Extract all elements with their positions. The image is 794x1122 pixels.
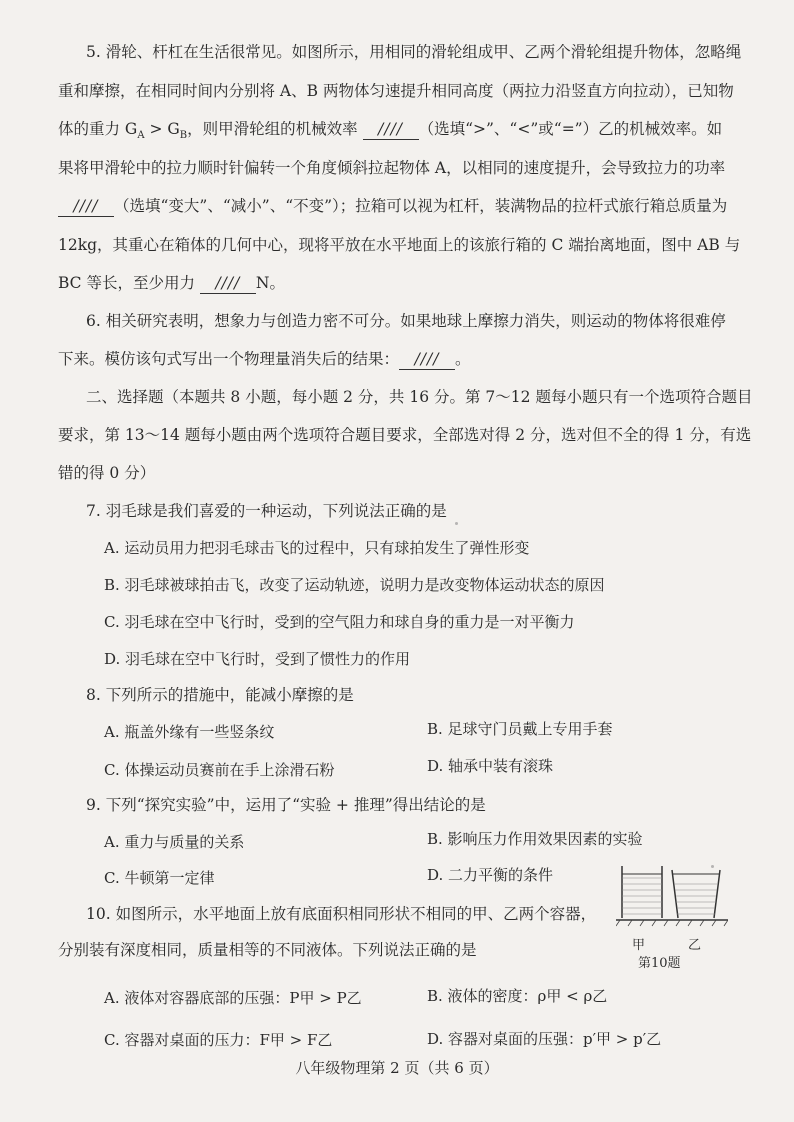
q6-answer-blank[interactable]: //// [399,349,455,370]
page-footer: 八年级物理第 2 页（共 6 页） [295,1059,499,1077]
figure-label-jia: 甲 [632,938,646,953]
q5-subscript-b: B [179,130,188,142]
q8-option-c[interactable]: C. 体操运动员赛前在手上涂滑石粉 [104,761,335,779]
q10-container-figure [616,860,728,970]
q10-line-1: 10. 如图所示，水平地面上放有底面积相同形状不相同的甲、乙两个容器， [86,905,597,923]
q8-option-b[interactable]: B. 足球守门员戴上专用手套 [427,720,613,738]
q9-stem: 9. 下列“探究实验”中，运用了“实验 + 推理”得出结论的是 [86,796,486,814]
q5-answer-blank-1[interactable]: //// [363,119,419,140]
q5-text: （选填“变大”、“减小”、“不变”）；拉箱可以视为杠杆，装满物品的拉杆式旅行箱总质量为 [114,197,728,215]
q10-option-c[interactable]: C. 容器对桌面的压力：F甲 > F乙 [104,1031,333,1049]
scan-speck [711,865,714,868]
q6-line-1: 6. 相关研究表明，想象力与创造力密不可分。如果地球上摩擦力消失，则运动的物体将很难停 [86,312,726,330]
q5-text: （选填“>”、“<”或“=”）乙的机械效率。如 [418,120,723,138]
section2-line-2: 要求，第 13～14 题每小题由两个选项符合题目要求，全部选对得 2 分，选对但不全的得 1 分，有选 [58,426,752,444]
figure-label-yi: 乙 [688,938,702,953]
section2-line-1: 二、选择题（本题共 8 小题，每小题 2 分，共 16 分。第 7～12 题每小题只有一个选项符合题目 [86,388,753,406]
q5-line-4: 果将甲滑轮中的拉力顺时针偏转一个角度倾斜拉起物体 A，以相同的速度提升，会导致拉力的功率 [58,159,726,177]
q7-option-b[interactable]: B. 羽毛球被球拍击飞，改变了运动轨迹，说明力是改变物体运动状态的原因 [104,576,605,594]
q9-option-a[interactable]: A. 重力与质量的关系 [104,833,245,851]
q5-text: N。 [255,274,285,292]
scan-speck [455,522,458,525]
q9-option-c[interactable]: C. 牛顿第一定律 [104,869,215,887]
q7-option-a[interactable]: A. 运动员用力把羽毛球击飞的过程中，只有球拍发生了弹性形变 [104,539,530,557]
q7-option-c[interactable]: C. 羽毛球在空中飞行时，受到的空气阻力和球自身的重力是一对平衡力 [104,613,575,631]
q5-text: 体的重力 G [58,120,138,138]
q5-text: > G [144,120,180,138]
q10-option-a[interactable]: A. 液体对容器底部的压强：P甲 > P乙 [104,989,362,1007]
q10-option-d[interactable]: D. 容器对桌面的压强：p′甲 > p′乙 [427,1030,662,1048]
q5-line-5 [58,196,748,217]
q5-line-2: 重和摩擦，在相同时间内分别将 A、B 两物体匀速提升相同高度（两拉力沿竖直方向拉动），已知物 [58,82,734,100]
two-containers-diagram [616,860,728,932]
section2-line-3: 错的得 0 分） [58,464,156,482]
q6-text: 下来。模仿该句式写出一个物理量消失后的结果： [58,350,400,368]
q5-line-1: 5. 滑轮、杆杠在生活很常见。如图所示，用相同的滑轮组成甲、乙两个滑轮组提升物体，忽略绳 [86,43,742,61]
q5-text: BC 等长，至少用力 [58,274,195,292]
q8-option-a[interactable]: A. 瓶盖外缘有一些竖条纹 [104,723,275,741]
q8-option-d[interactable]: D. 轴承中装有滚珠 [427,757,554,775]
q6-text: 。 [455,350,471,368]
q10-line-2: 分别装有深度相同，质量相等的不同液体。下列说法正确的是 [58,941,477,959]
figure-caption: 第10题 [638,956,681,971]
q9-option-d[interactable]: D. 二力平衡的条件 [427,866,554,884]
q5-line-3 [58,119,748,146]
q10-option-b[interactable]: B. 液体的密度：ρ甲 < ρ乙 [427,987,608,1005]
q5-answer-blank-2[interactable]: //// [58,196,114,217]
q9-option-b[interactable]: B. 影响压力作用效果因素的实验 [427,830,643,848]
q5-subscript-a: A [137,130,145,142]
q5-answer-blank-3[interactable]: //// [200,273,256,294]
q8-stem: 8. 下列所示的措施中，能减小摩擦的是 [86,686,354,704]
q7-stem: 7. 羽毛球是我们喜爱的一种运动，下列说法正确的是 [86,502,447,520]
q5-line-7 [58,273,748,294]
q6-line-2 [58,349,748,370]
q5-text: ，则甲滑轮组的机械效率 [187,120,358,138]
q5-line-6: 12kg，其重心在箱体的几何中心，现将平放在水平地面上的该旅行箱的 C 端抬离地面，图中 AB 与 [58,236,741,254]
q7-option-d[interactable]: D. 羽毛球在空中飞行时，受到了惯性力的作用 [104,650,411,668]
